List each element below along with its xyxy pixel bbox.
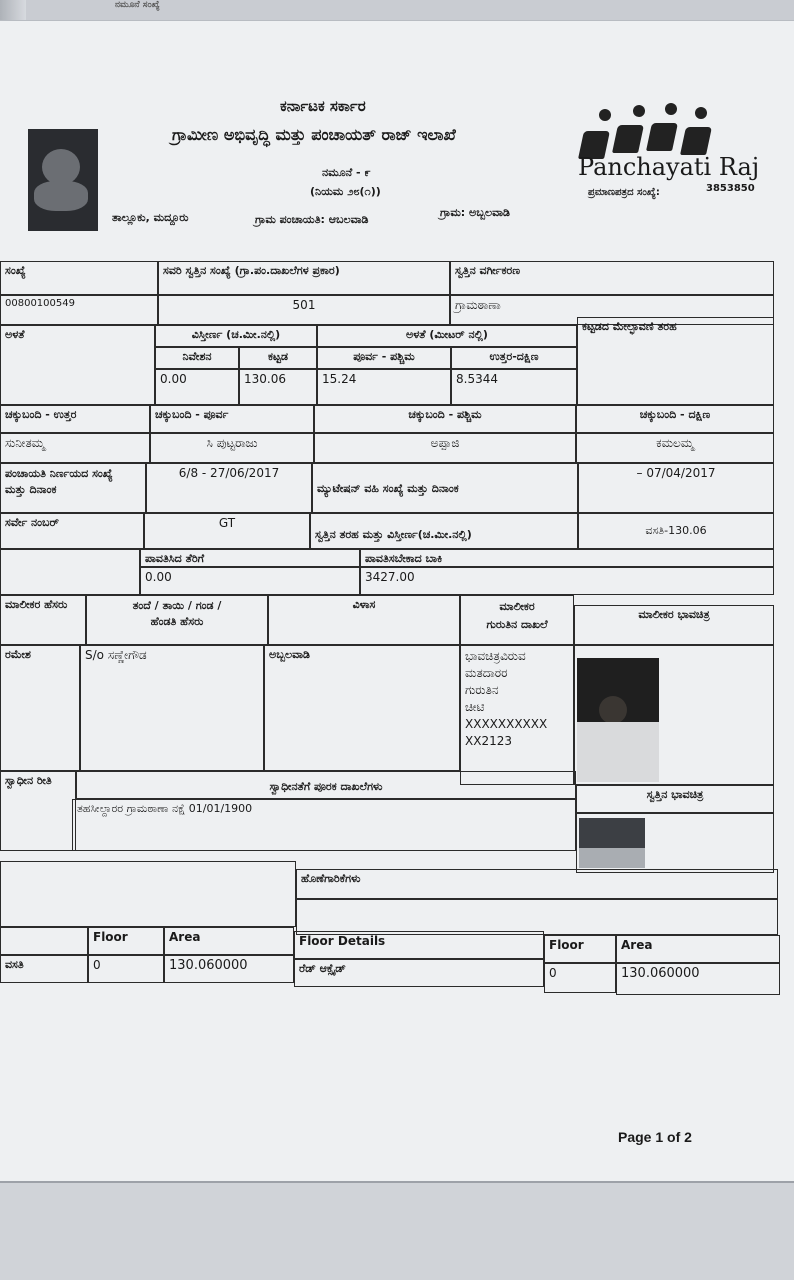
tax-paid-value: 0.00 bbox=[140, 567, 360, 595]
address-value: ಅಬ್ಬಲವಾಡಿ bbox=[264, 645, 460, 771]
village-label: ಗ್ರಾಮ: ಅಬ್ಬಲವಾಡಿ bbox=[440, 206, 510, 219]
certificate-number-label: ಪ್ರಮಾಣಪತ್ರದ ಸಂಖ್ಯೆ: bbox=[588, 187, 660, 198]
survey-number-label: ಸರ್ವೇ ನಂಬರ್ bbox=[0, 513, 144, 549]
property-number-value: 501 bbox=[158, 295, 450, 325]
property-id-value: 00800100549 bbox=[0, 295, 158, 325]
resolution-label bbox=[0, 463, 146, 513]
owner-id-label-line1: ಮಾಲೀಕರ bbox=[499, 600, 535, 613]
owner-photo-cell bbox=[574, 645, 774, 785]
boundary-east-value: ಸಿ ಪುಟ್ಟರಾಜು bbox=[150, 433, 314, 463]
area-value-2: 130.060000 bbox=[616, 963, 780, 995]
owner-id-label-line2: ಗುರುತಿನ ದಾಖಲೆ bbox=[486, 618, 548, 631]
tax-paid-label: ಪಾವತಿಸಿದ ತೆರಿಗೆ bbox=[140, 549, 360, 567]
north-south-value: 8.5344 bbox=[451, 369, 577, 405]
parent-name-label-line1: ತಂದೆ / ತಾಯಿ / ಗಂಡ / bbox=[132, 599, 222, 612]
floor-value: 0 bbox=[88, 955, 164, 983]
owner-id-value bbox=[460, 645, 574, 785]
resolution-label-line2: ಮತ್ತು ದಿನಾಂಕ bbox=[5, 483, 57, 496]
property-type-value: ವಸತಿ-130.06 bbox=[578, 513, 774, 549]
boundary-north-value: ಸುನೀತಮ್ಮ bbox=[0, 433, 150, 463]
owner-name-value: ರಮೇಶ bbox=[0, 645, 80, 771]
floor-type-header-blank bbox=[0, 927, 88, 955]
property-classification-value: ಗ್ರಾಮಠಾಣಾ bbox=[450, 295, 774, 325]
boundary-east-label: ಚಕ್ಕುಬಂದಿ - ಪೂರ್ವ bbox=[150, 405, 314, 433]
tax-due-label: ಪಾವತಿಸಬೇಕಾದ ಬಾಕಿ bbox=[360, 549, 774, 567]
site-area-header: ನಿವೇಶನ bbox=[155, 347, 239, 369]
taluk-label: ತಾಲ್ಲೂಕು, ಮದ್ದೂರು bbox=[112, 211, 189, 224]
boundary-south-value: ಕಮಲಮ್ಮ bbox=[576, 433, 774, 463]
certificate-number: 3853850 bbox=[706, 183, 755, 194]
floor-header-2: Floor bbox=[544, 935, 616, 963]
id-line-6: XX2123 bbox=[465, 734, 512, 748]
east-west-header: ಪೂರ್ವ - ಪಶ್ಚಿಮ bbox=[317, 347, 451, 369]
area-header: ವಿಸ್ತೀರ್ಣ (ಚ.ಮೀ.ನಲ್ಲಿ) bbox=[155, 325, 317, 347]
building-area-value: 130.06 bbox=[239, 369, 317, 405]
site-area-value: 0.00 bbox=[155, 369, 239, 405]
tax-due-value: 3427.00 bbox=[360, 567, 774, 595]
floor-details-value: ರೆಡ್ ಆಕ್ಸೈಡ್ bbox=[294, 959, 544, 987]
mutation-value: – 07/04/2017 bbox=[578, 463, 774, 513]
supporting-docs-value: ತಹಸೀಲ್ದಾರರ ಗ್ರಾಮಠಾಣಾ ನಕ್ಷೆ 01/01/1900 bbox=[72, 799, 576, 851]
area-header-en: Area bbox=[164, 927, 294, 955]
mutation-label: ಮ್ಯುಟೇಷನ್ ವಹಿ ಸಂಖ್ಯೆ ಮತ್ತು ದಿನಾಂಕ bbox=[312, 463, 578, 513]
floor-value-2: 0 bbox=[544, 963, 616, 993]
roof-type-label: ಕಟ್ಟಡದ ಮೇಲ್ಛಾವಣಿ ತರಹ bbox=[577, 317, 774, 405]
liabilities-label: ಹೊಣೆಗಾರಿಕೆಗಳು bbox=[296, 869, 778, 899]
property-photo bbox=[579, 818, 645, 868]
owner-name-label: ಮಾಲೀಕರ ಹೆಸರು bbox=[0, 595, 86, 645]
property-photo-cell bbox=[576, 813, 774, 873]
page-number: Page 1 of 2 bbox=[618, 1129, 692, 1145]
acquisition-mode-label: ಸ್ವಾಧೀನ ರೀತಿ bbox=[0, 771, 76, 851]
parent-name-label bbox=[86, 595, 268, 645]
property-type-label: ಸ್ವತ್ತಿನ ತರಹ ಮತ್ತು ವಿಸ್ತೀರ್ಣ(ಚ.ಮೀ.ನಲ್ಲಿ) bbox=[310, 513, 578, 549]
form-number: ನಮೂನೆ - ೯ bbox=[322, 166, 371, 179]
area-value: 130.060000 bbox=[164, 955, 294, 983]
liabilities-blank-cell bbox=[0, 861, 296, 927]
government-emblem-logo bbox=[28, 129, 98, 231]
boundary-west-value: ಅಪ್ಪಾಜಿ bbox=[314, 433, 576, 463]
property-id-label: ಸಂಖ್ಯೆ bbox=[0, 261, 158, 295]
tax-blank-cell bbox=[0, 549, 140, 595]
owner-id-label bbox=[460, 595, 574, 645]
owner-photo bbox=[577, 658, 659, 782]
survey-number-value: GT bbox=[144, 513, 310, 549]
boundary-south-label: ಚಕ್ಕುಬಂದಿ - ದಕ್ಷಿಣ bbox=[576, 405, 774, 433]
rule-number: (ನಿಯಮ ೨೮(೧)) bbox=[310, 185, 381, 198]
floor-details-header: Floor Details bbox=[294, 931, 544, 959]
id-line-3: ಗುರುತಿನ bbox=[465, 683, 499, 697]
measurement-header: ಅಳತೆ (ಮೀಟರ್ ನಲ್ಲಿ) bbox=[317, 325, 577, 347]
document-page bbox=[0, 20, 794, 1183]
background-surface bbox=[0, 1180, 794, 1280]
north-south-header: ಉತ್ತರ-ದಕ್ಷಿಣ bbox=[451, 347, 577, 369]
resolution-label-line1: ಪಂಚಾಯತಿ ನಿರ್ಣಯದ ಸಂಖ್ಯೆ bbox=[5, 467, 113, 480]
address-label: ವಿಳಾಸ bbox=[268, 595, 460, 645]
government-title: ಕರ್ನಾಟಕ ಸರ್ಕಾರ bbox=[280, 97, 366, 115]
liabilities-value bbox=[296, 899, 778, 935]
id-line-4: ಚೀಟಿ bbox=[465, 700, 485, 714]
dimensions-label: ಅಳತೆ bbox=[0, 325, 155, 405]
property-photo-label: ಸ್ವತ್ತಿನ ಭಾವಚಿತ್ರ bbox=[576, 785, 774, 813]
panchayati-raj-brand: Panchayati Raj bbox=[578, 153, 760, 181]
area-header-2: Area bbox=[616, 935, 780, 963]
owner-photo-label: ಮಾಲೀಕರ ಭಾವಚಿತ್ರ bbox=[574, 605, 774, 645]
previous-page-fragment: ನಮೂನೆ ಸಂಖ್ಯೆ bbox=[115, 0, 160, 10]
parent-name-label-line2: ಹೆಂಡತಿ ಹೆಸರು bbox=[150, 615, 204, 628]
parent-name-value: S/o ಸಣ್ಣೇಗೌಡ bbox=[80, 645, 264, 771]
floor-type-value: ವಸತಿ bbox=[0, 955, 88, 983]
supporting-docs-label: ಸ್ವಾಧೀನತೆಗೆ ಪೂರಕ ದಾಖಲೆಗಳು bbox=[76, 771, 576, 799]
building-area-header: ಕಟ್ಟಡ bbox=[239, 347, 317, 369]
resolution-value: 6/8 - 27/06/2017 bbox=[146, 463, 312, 513]
id-line-2: ಮತದಾರರ bbox=[465, 666, 508, 680]
boundary-north-label: ಚಕ್ಕುಬಂದಿ - ಉತ್ತರ bbox=[0, 405, 150, 433]
gram-panchayat-label: ಗ್ರಾಮ ಪಂಚಾಯತಿ: ಆಬಲವಾಡಿ bbox=[255, 213, 369, 226]
id-line-1: ಭಾವಚಿತ್ರವಿರುವ bbox=[465, 649, 526, 663]
property-classification-label: ಸ್ವತ್ತಿನ ವರ್ಗೀಕರಣ bbox=[450, 261, 774, 295]
east-west-value: 15.24 bbox=[317, 369, 451, 405]
id-line-5: XXXXXXXXXX bbox=[465, 717, 548, 731]
floor-header: Floor bbox=[88, 927, 164, 955]
boundary-west-label: ಚಕ್ಕುಬಂದಿ - ಪಶ್ಚಿಮ bbox=[314, 405, 576, 433]
department-title: ಗ್ರಾಮೀಣ ಅಭಿವೃದ್ಧಿ ಮತ್ತು ಪಂಚಾಯತ್ ರಾಜ್ ಇಲಾಖೆ bbox=[172, 125, 456, 144]
property-number-label: ಸವರಿ ಸ್ವತ್ತಿನ ಸಂಖ್ಯೆ (ಗ್ರಾ.ಪಂ.ದಾಖಲೆಗಳ ಪ್ರಕಾರ) bbox=[158, 261, 450, 295]
